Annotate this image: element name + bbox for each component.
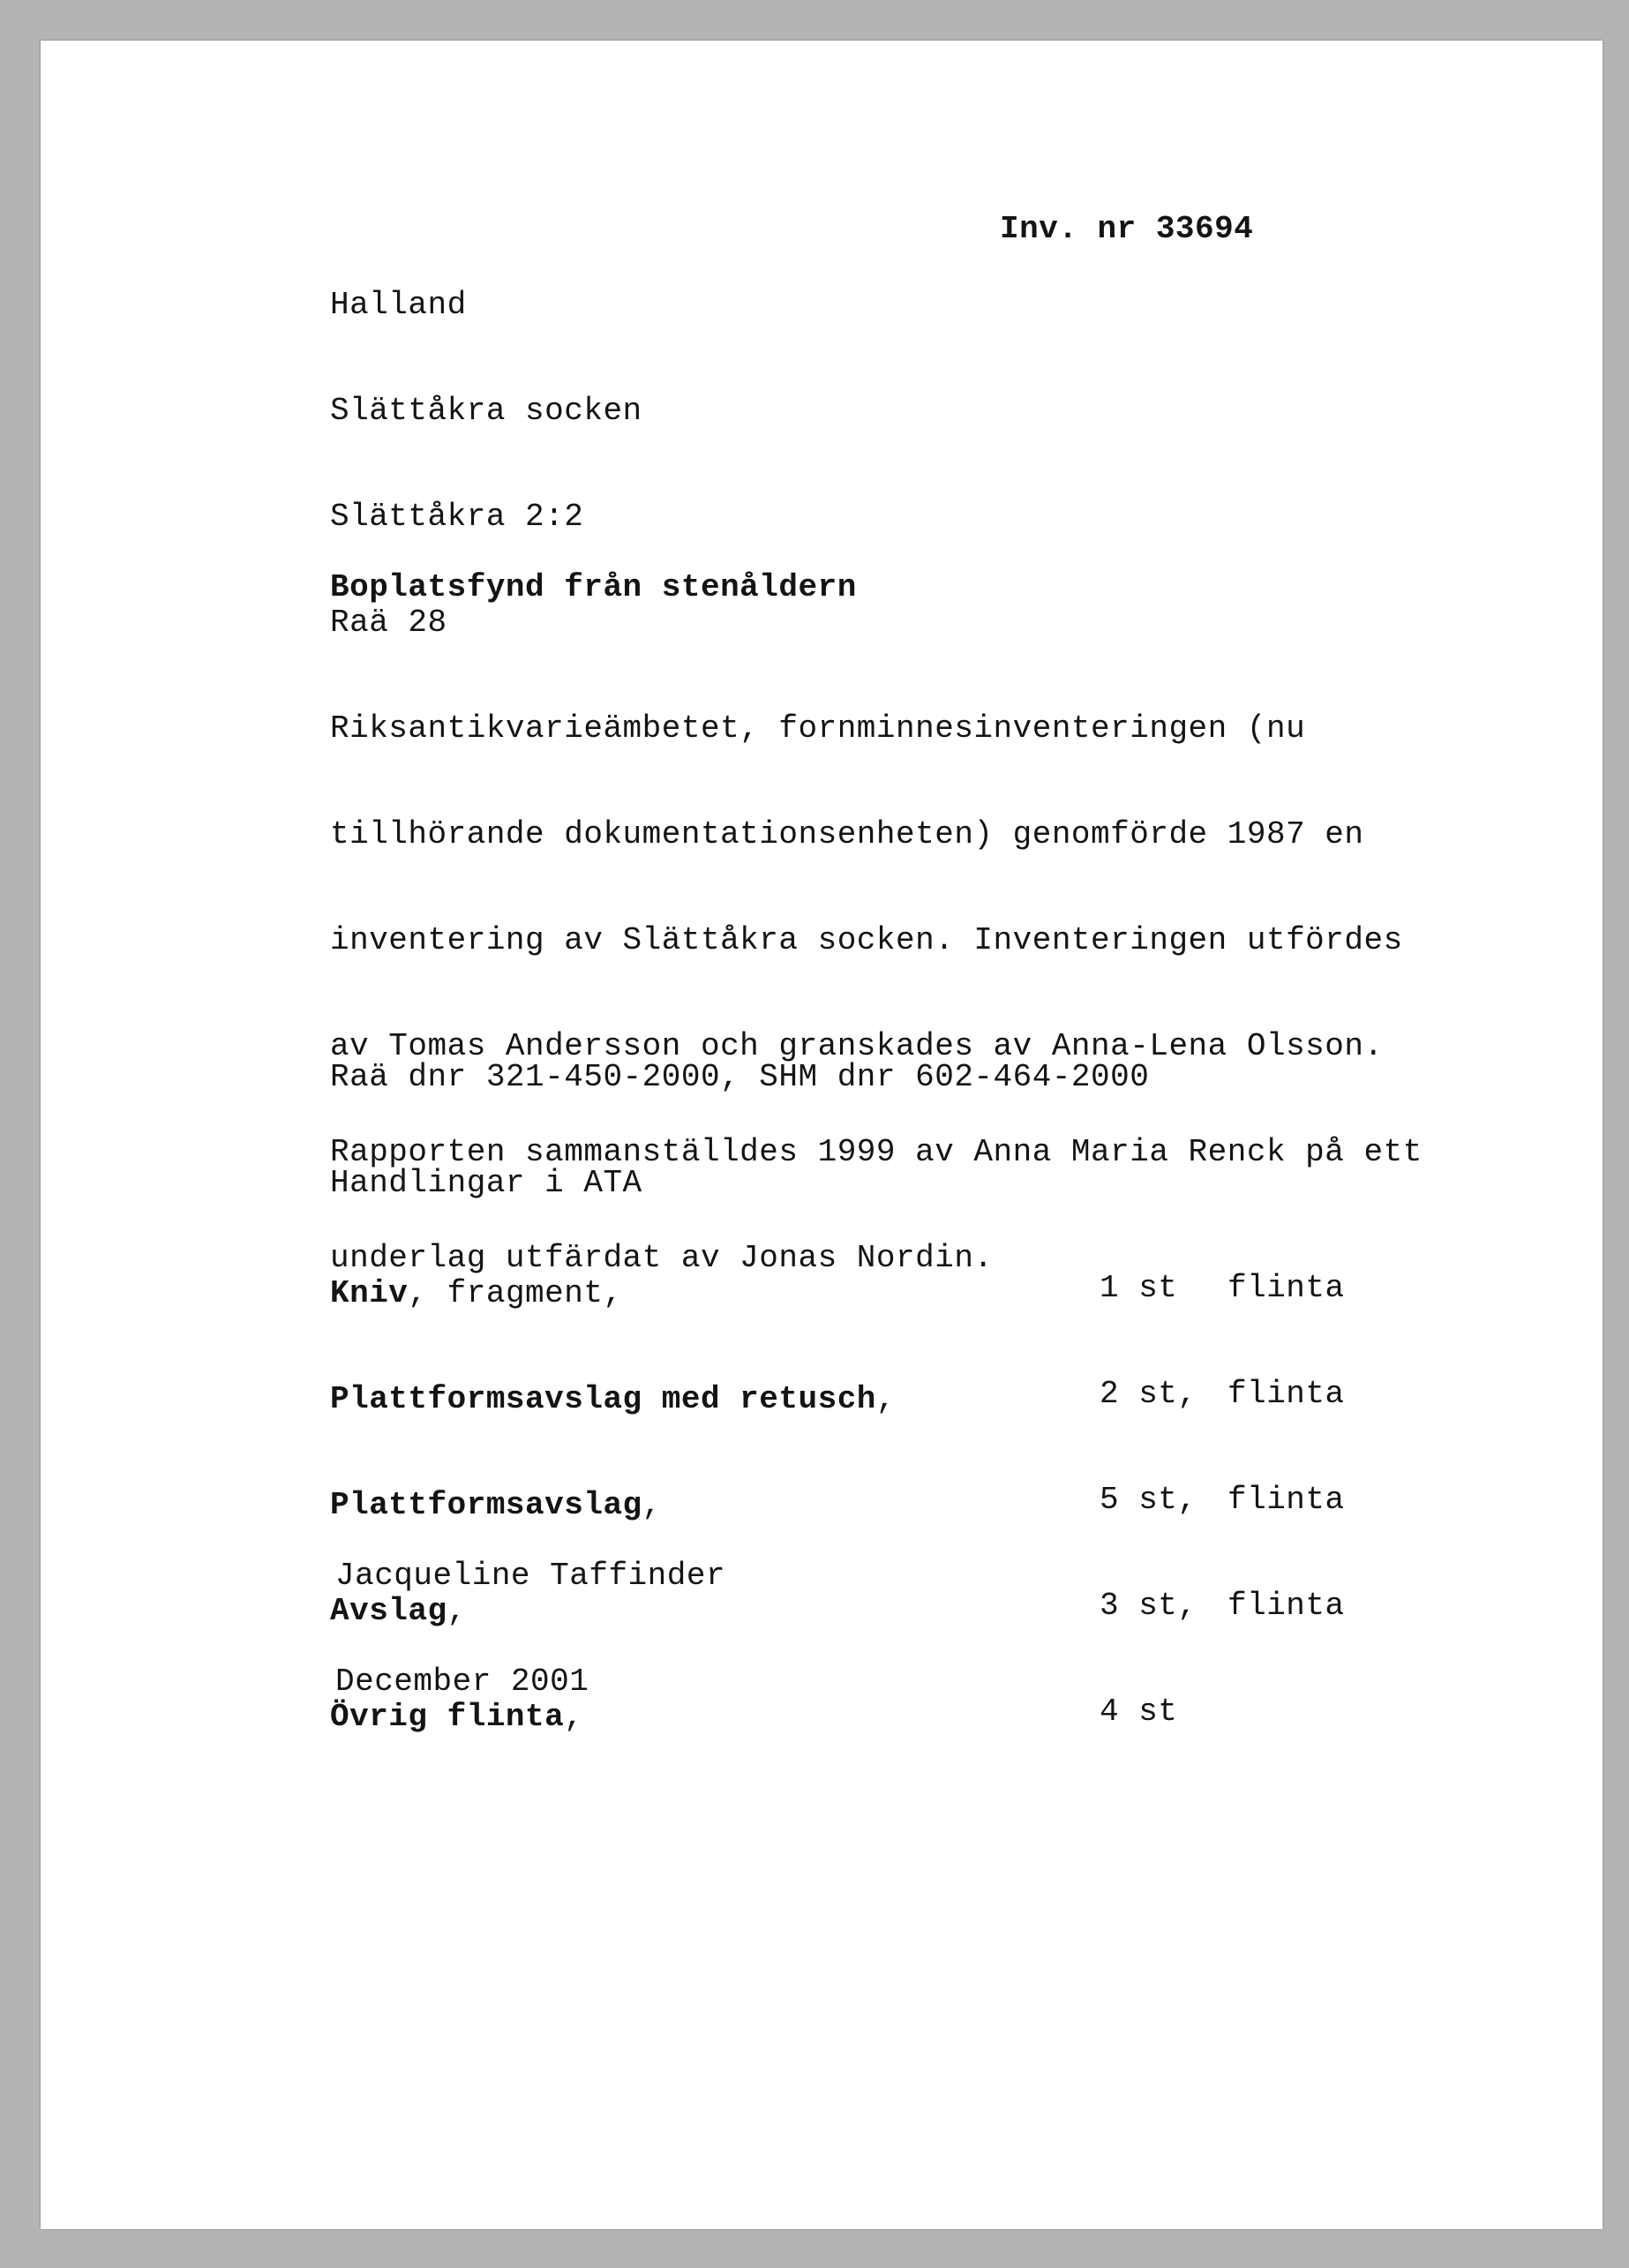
address-line: Slättåkra socken [330, 393, 642, 429]
find-suffix: , [642, 1487, 662, 1523]
find-quantity: 5 st, [1100, 1482, 1197, 1518]
find-name: Övrig flinta [330, 1699, 565, 1735]
find-suffix: , [447, 1593, 467, 1629]
find-quantity: 3 st, [1100, 1588, 1197, 1624]
find-name: Kniv [330, 1275, 409, 1311]
paragraph-line: Rapporten sammanställdes 1999 av Anna Maria Renck på ett [330, 1134, 1423, 1170]
find-suffix: , fragment, [408, 1275, 623, 1311]
inventory-number: Inv. nr 33694 [1000, 211, 1254, 247]
finds-quantity-column [1100, 1200, 1197, 1800]
find-quantity: 2 st, [1100, 1376, 1197, 1412]
find-material: flinta [1227, 1270, 1345, 1306]
paragraph-line: av Tomas Andersson och granskades av Anna-Lena Olsson. [330, 1028, 1384, 1064]
find-material: flinta [1227, 1376, 1345, 1412]
signature-block [335, 1488, 725, 1770]
address-line: Halland [330, 287, 467, 323]
find-material: flinta [1227, 1588, 1345, 1624]
paragraph-line: Riksantikvarieämbetet, fornminnesinventeringen (nu [330, 710, 1306, 747]
reference-line: Handlingar i ATA [330, 1165, 642, 1201]
find-item [330, 1276, 896, 1311]
find-name: Avslag [330, 1593, 447, 1629]
find-name: Plattformsavslag med retusch [330, 1381, 876, 1417]
paragraph-line: inventering av Slättåkra socken. Inventeringen utfördes [330, 922, 1403, 958]
document-heading: Boplatsfynd från stenåldern [330, 569, 857, 605]
find-quantity: 1 st [1100, 1270, 1178, 1306]
find-quantity: 4 st [1100, 1693, 1178, 1730]
site-address [330, 217, 642, 711]
find-suffix: , [564, 1699, 584, 1735]
document-date: December 2001 [335, 1663, 589, 1700]
document-page [41, 41, 1603, 2229]
paragraph-line: tillhörande dokumentationsenheten) genomförde 1987 en [330, 816, 1364, 852]
find-name: Plattformsavslag [330, 1487, 642, 1523]
author-name: Jacqueline Taffinder [335, 1558, 726, 1594]
address-line: Slättåkra 2:2 [330, 499, 584, 535]
reference-line: Raä dnr 321-450-2000, SHM dnr 602-464-2000 [330, 1059, 1150, 1095]
find-item [330, 1382, 896, 1417]
paragraph-line: underlag utfärdat av Jonas Nordin. [330, 1240, 994, 1276]
find-material: flinta [1227, 1482, 1345, 1518]
address-line: Raä 28 [330, 605, 447, 641]
find-suffix: , [875, 1381, 897, 1417]
finds-material-column [1227, 1200, 1345, 1694]
